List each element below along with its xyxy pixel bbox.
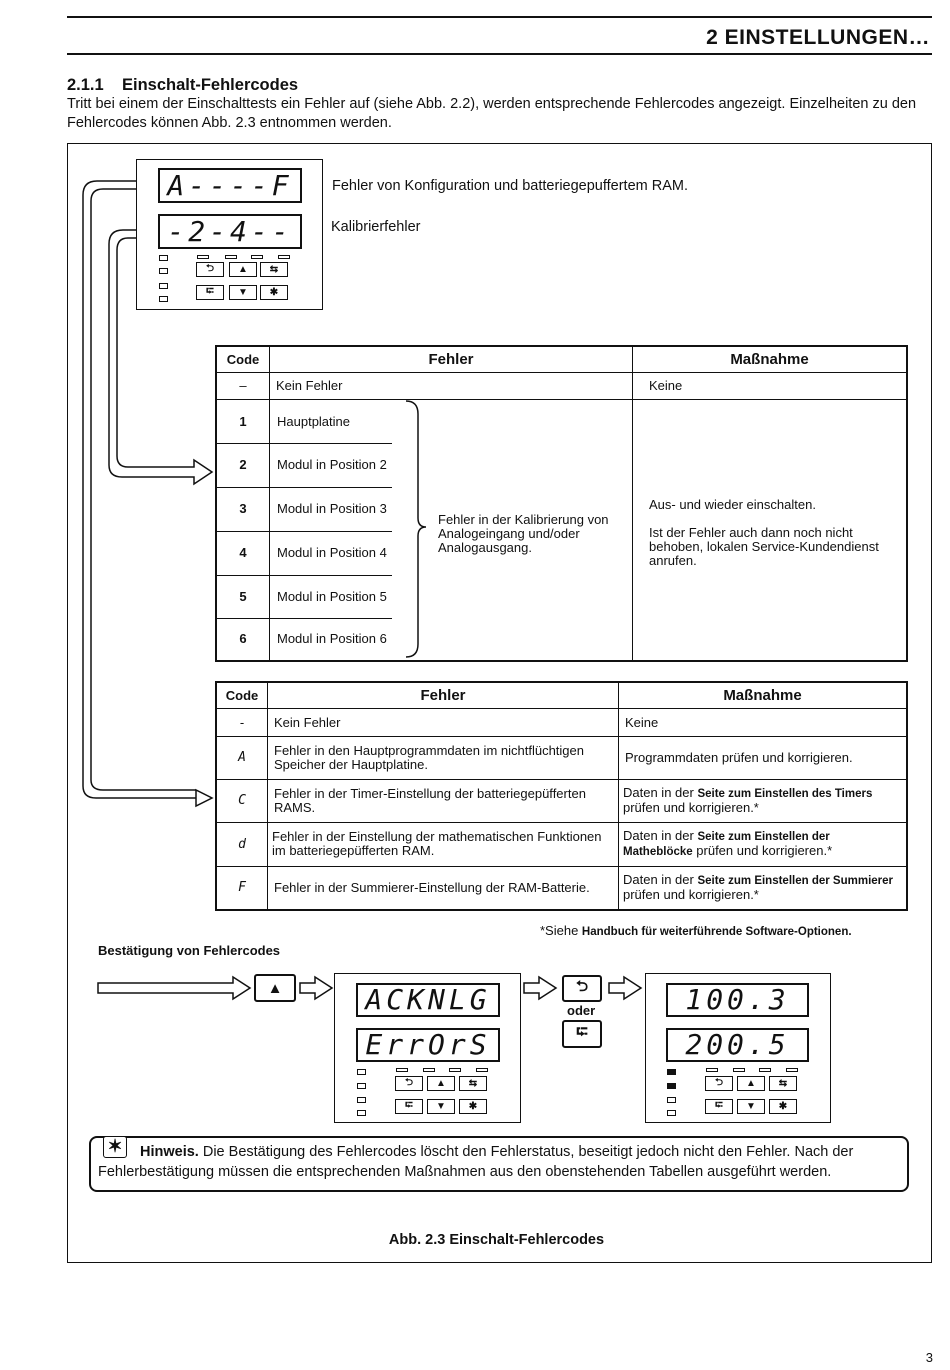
ack-display-1-top-text: ACKNLG [365, 983, 491, 1016]
led [667, 1097, 676, 1103]
led [667, 1110, 676, 1116]
massnahme-text: Keine [625, 714, 659, 730]
indicator [423, 1068, 435, 1072]
ack-title: Bestätigung von Fehlercodes [98, 943, 281, 958]
figure-caption: Abb. 2.3 Einschalt-Fehlercodes [388, 1232, 605, 1248]
page-key-icon[interactable]: ⮓ [395, 1099, 423, 1114]
indicator [706, 1068, 718, 1072]
down-key-icon[interactable]: ▼ [229, 285, 257, 300]
table2-header-code: Code [216, 682, 268, 708]
table2-row1-fehler: Fehler in den Hauptprogrammdaten im nichtflüchtigen Speicher der Hauptplatine. [268, 736, 619, 779]
table1-row0-fehler: Kein Fehler [270, 372, 633, 399]
table2-row4-code: F [216, 866, 268, 910]
note-body: Die Bestätigung des Fehlercodes löscht den Fehlerstatus, beseitigt jedoch nicht den Fehler. Nach der Fehlerbestätigung müssen die entsprechenden Maßnahmen aus den obenstehenden Tabellen ausgeführt werden. [98, 1144, 854, 1180]
table1-row2-fehler: Modul in Position 2 [277, 457, 387, 472]
led [357, 1097, 366, 1103]
table1-left-cell [216, 399, 633, 661]
table1-body [216, 399, 907, 661]
table1-header-fehler: Fehler [270, 346, 633, 372]
ack-display-2-top [666, 983, 809, 1017]
section-number: 2.1.1 [67, 76, 104, 94]
calibration-code-table [215, 345, 908, 662]
massnahme-text: Programmdaten prüfen und korrigieren. [625, 750, 853, 765]
ack-display-2-bottom-text: 200.5 [685, 1028, 790, 1061]
table2-header-massnahme: Maßnahme [619, 682, 908, 708]
footnote-bold: Handbuch für weiterführende Software-Optionen. [581, 926, 852, 938]
table2-row2-code: C [216, 779, 268, 822]
scroll-key-icon[interactable]: ⮌ [705, 1076, 733, 1091]
page-number: 3 [925, 1350, 933, 1365]
led [357, 1069, 366, 1075]
table1-massnahme-cell [633, 399, 908, 661]
led [667, 1083, 676, 1089]
ack-display-1-top [356, 983, 500, 1017]
table2-row3-code: d [216, 822, 268, 866]
indicator-3 [251, 255, 263, 259]
massnahme-text: prüfen und korrigieren.* [623, 800, 759, 815]
page-key-icon[interactable]: ⮓ [196, 285, 224, 300]
table1-massnahme-1: Aus- und wieder einschalten. [649, 496, 816, 512]
note-text [98, 1142, 898, 1182]
label-calibration-error: Kalibrierfehler [331, 219, 421, 235]
table2-row0-code: - [216, 708, 268, 736]
ack-page-button[interactable]: ⮓ [562, 1020, 602, 1048]
table1-row3-fehler: Modul in Position 3 [277, 501, 387, 516]
indicator-1 [197, 255, 209, 259]
display-top [158, 168, 302, 203]
indicator [759, 1068, 771, 1072]
table1-row2-code: 2 [239, 457, 247, 472]
intro-paragraph: Tritt bei einem der Einschalttests ein Fehler auf (siehe Abb. 2.2), werden entsprechende Fehlercodes angezeigt. Einzelheiten zu den Fehlercodes können Abb. 2.3 entnommen werden. [67, 96, 917, 131]
massnahme-bold: Seite zum Einstellen des Timers [697, 788, 873, 800]
indicator-4 [278, 255, 290, 259]
table2-row2-fehler: Fehler in der Timer-Einstellung der batteriegepüfferten RAMS. [268, 779, 619, 822]
indicator [786, 1068, 798, 1072]
ack-scroll-button[interactable]: ⮌ [562, 975, 602, 1002]
display-bottom [158, 214, 302, 249]
table1-row4-fehler: Modul in Position 4 [277, 545, 387, 560]
raise-lower-key-icon[interactable]: ⇆ [260, 262, 288, 277]
led [357, 1083, 366, 1089]
table2-row2-massnahme [619, 779, 908, 822]
table-row [216, 866, 907, 910]
massnahme-text: Daten in der [623, 785, 698, 800]
scroll-key-icon[interactable]: ⮌ [395, 1076, 423, 1091]
label-config-error: Fehler von Konfiguration und batteriegepuffertem RAM. [332, 178, 688, 194]
note-label: Hinweis. [140, 1144, 199, 1160]
table2-row4-massnahme [619, 866, 908, 910]
footnote-prefix: *Siehe [540, 923, 582, 938]
table1-row3-code: 3 [239, 501, 247, 516]
footnote [540, 923, 852, 938]
ack-display-2-top-text: 100.3 [685, 983, 790, 1016]
led-2 [159, 268, 168, 274]
ack-up-button[interactable]: ▲ [254, 974, 296, 1002]
indicator [396, 1068, 408, 1072]
table-row [216, 822, 907, 866]
star-key-icon[interactable]: ✱ [260, 285, 288, 300]
indicator [476, 1068, 488, 1072]
ack-display-2-bottom [666, 1028, 809, 1062]
section-heading: Einschalt-Fehlercodes [122, 76, 299, 94]
table2-header-row [216, 682, 907, 708]
led [357, 1110, 366, 1116]
massnahme-text: prüfen und korrigieren.* [623, 887, 759, 903]
table-row [216, 372, 907, 399]
table1-header-massnahme: Maßnahme [633, 346, 908, 372]
table1-row0-code: – [216, 372, 270, 399]
table2-header-fehler: Fehler [268, 682, 619, 708]
indicator-2 [225, 255, 237, 259]
table1-header-code: Code [216, 346, 270, 372]
table1-row5-fehler: Modul in Position 5 [277, 588, 387, 604]
table1-row0-massnahme: Keine [633, 372, 908, 399]
table-row [216, 736, 907, 779]
massnahme-bold: Seite zum Einstellen der Matheblöcke [623, 831, 830, 858]
table1-row1-fehler: Hauptplatine [277, 413, 350, 429]
down-key-icon[interactable]: ▼ [427, 1099, 455, 1114]
ram-code-table [215, 681, 908, 911]
table1-row6-code: 6 [239, 631, 247, 646]
led-1 [159, 255, 168, 261]
led-4 [159, 296, 168, 302]
table2-row3-fehler: Fehler in der Einstellung der mathematischen Funktionen im batteriegepüfferten RAM. [268, 822, 619, 866]
massnahme-text: Daten in der [623, 828, 698, 843]
up-key-icon[interactable]: ▲ [427, 1076, 455, 1091]
table2-row0-fehler: Kein Fehler [268, 708, 619, 736]
raise-lower-key-icon[interactable]: ⇆ [459, 1076, 487, 1091]
display-bottom-text: -2-4-- [167, 214, 293, 248]
table-row [216, 779, 907, 822]
table1-brace-text: Fehler in der Kalibrierung von Analogeingang und/oder Analogausgang. [438, 511, 609, 555]
table1-row6-fehler: Modul in Position 6 [277, 631, 387, 646]
led [667, 1069, 676, 1075]
table2-row0-massnahme [619, 708, 908, 736]
scroll-key-icon[interactable]: ⮌ [196, 262, 224, 277]
indicator [449, 1068, 461, 1072]
table2-row1-massnahme [619, 736, 908, 779]
table2-row3-massnahme [619, 822, 908, 866]
massnahme-text: Daten in der [623, 872, 698, 888]
note-star-icon: ✶ [103, 1136, 127, 1158]
ack-oder: oder [567, 1003, 596, 1018]
display-top-text: A----F [167, 168, 293, 202]
indicator [733, 1068, 745, 1072]
raise-lower-key-icon[interactable]: ⇆ [769, 1076, 797, 1091]
down-key-icon[interactable]: ▼ [737, 1099, 765, 1114]
led-3 [159, 283, 168, 289]
star-key-icon[interactable]: ✱ [769, 1099, 797, 1114]
table2-row1-code: A [216, 736, 268, 779]
up-key-icon[interactable]: ▲ [229, 262, 257, 277]
table1-row1-code: 1 [239, 413, 247, 429]
table1-row5-code: 5 [239, 588, 247, 604]
page-key-icon[interactable]: ⮓ [705, 1099, 733, 1114]
massnahme-bold: Seite zum Einstellen der Summierer [697, 875, 894, 888]
table1-massnahme-2: Ist der Fehler auch dann noch nicht behoben, lokalen Service-Kundendienst anrufen. [649, 524, 879, 568]
table-row [216, 708, 907, 736]
table2-row4-fehler: Fehler in der Summierer-Einstellung der RAM-Batterie. [268, 866, 619, 910]
massnahme-text: prüfen und korrigieren.* [692, 843, 833, 858]
ack-display-1-bottom [356, 1028, 500, 1062]
chapter-title: 2 EINSTELLUNGEN… [706, 26, 930, 49]
table1-divider [269, 400, 270, 660]
up-key-icon[interactable]: ▲ [737, 1076, 765, 1091]
table1-row4-code: 4 [239, 545, 247, 560]
table1-header-row [216, 346, 907, 372]
ack-display-1-bottom-text: ErrOrS [365, 1028, 491, 1061]
star-key-icon[interactable]: ✱ [459, 1099, 487, 1114]
